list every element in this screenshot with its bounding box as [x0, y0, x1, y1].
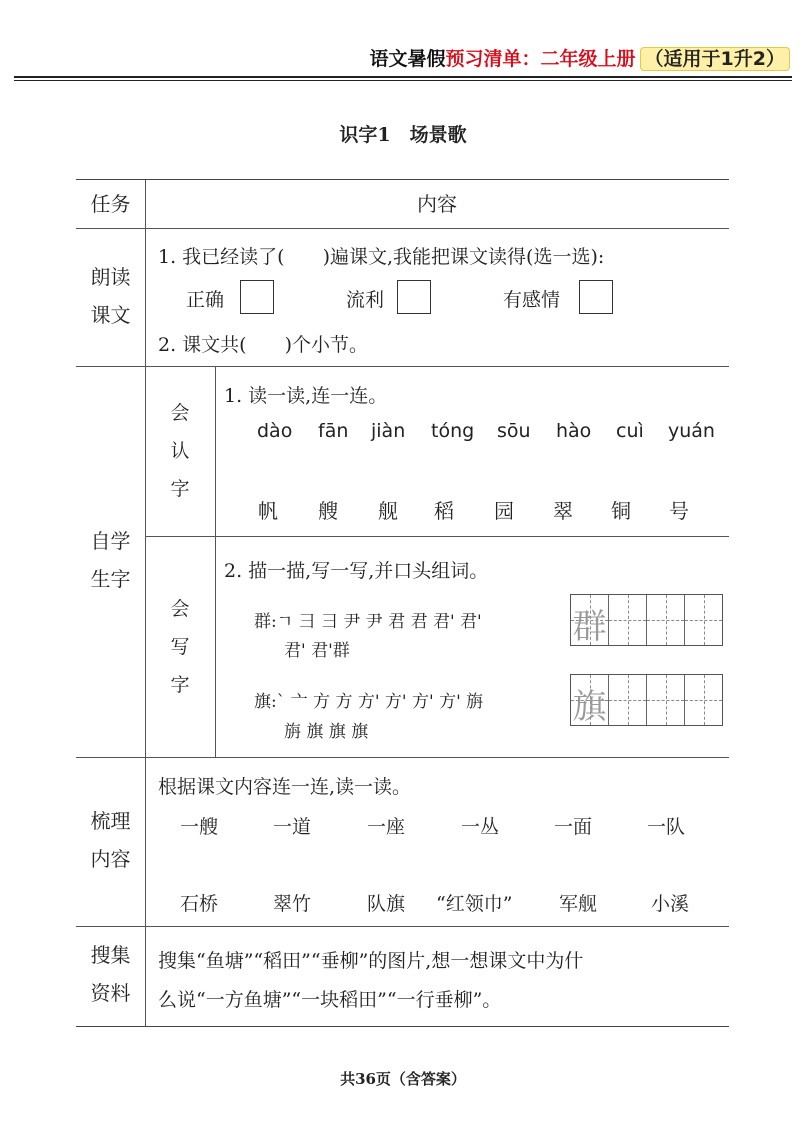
option-checkbox-fluent[interactable]	[397, 280, 431, 314]
subcol-divider	[215, 366, 216, 757]
row-divider	[76, 757, 729, 758]
sub-label-recognize: 会 认 字	[170, 402, 190, 500]
character-item: 铜	[611, 499, 631, 523]
row-divider	[76, 366, 729, 367]
grid-cell[interactable]	[608, 595, 646, 645]
row-divider	[76, 926, 729, 927]
grid-cell[interactable]	[684, 675, 722, 725]
row-divider	[76, 228, 729, 229]
measure-word: 一座	[367, 816, 406, 838]
writing-grid[interactable]	[570, 594, 723, 646]
measure-word: 一面	[554, 816, 593, 838]
measure-word: 一队	[647, 816, 686, 838]
row-label-reading: 朗读 课文	[90, 265, 131, 327]
write-instruction: 2. 描一描,写一写,并口头组词。	[224, 560, 489, 582]
sub-label-write: 会 写 字	[170, 598, 190, 696]
reading-question-1: 1. 我已经读了( )遍课文,我能把课文读得(选一选):	[158, 246, 605, 268]
col-header-content: 内容	[417, 192, 457, 216]
option-label: 流利	[346, 289, 385, 311]
option-checkbox-emotion[interactable]	[579, 280, 613, 314]
collect-line-2: 么说“一方鱼塘”“一块稻田”“一行垂柳”。	[158, 989, 502, 1011]
pinyin-item: jiàn	[371, 420, 406, 442]
subrow-divider	[145, 536, 729, 537]
pinyin-item: fān	[318, 420, 349, 442]
stroke-order-line: 旗:` 亠 方 方 方' 方' 方' 方' 旃	[254, 692, 484, 712]
pinyin-item: tóng	[431, 420, 475, 442]
grid-cell-model	[571, 675, 608, 725]
grid-cell[interactable]	[646, 595, 684, 645]
page-footer: 共36页（含答案）	[340, 1070, 466, 1088]
grid-cell[interactable]	[684, 595, 722, 645]
measure-word: 一丛	[461, 816, 500, 838]
recognize-instruction: 1. 读一读,连一连。	[224, 385, 388, 407]
grid-cell-model	[571, 595, 608, 645]
row-label-selfstudy: 自学 生字	[90, 529, 131, 591]
pinyin-item: cuì	[616, 420, 644, 442]
noun-word: “红领巾”	[436, 893, 513, 915]
reading-question-2: 2. 课文共( )个小节。	[158, 334, 368, 356]
lesson-title: 识字1 场景歌	[339, 124, 467, 146]
col-header-task: 任务	[90, 192, 131, 216]
character-item: 翠	[553, 499, 573, 523]
noun-word: 石桥	[180, 893, 219, 915]
writing-grid[interactable]	[570, 674, 723, 726]
pinyin-item: dào	[257, 420, 293, 442]
header-badge: （适用于1升2）	[640, 47, 790, 71]
character-item: 稻	[434, 499, 454, 523]
character-item: 帆	[258, 499, 278, 523]
option-label: 正确	[186, 289, 225, 311]
header-rule-thin	[14, 80, 792, 81]
grid-cell[interactable]	[608, 675, 646, 725]
option-checkbox-correct[interactable]	[240, 280, 274, 314]
noun-word: 军舰	[559, 893, 598, 915]
noun-word: 队旗	[367, 893, 406, 915]
noun-word: 小溪	[651, 893, 690, 915]
organize-instruction: 根据课文内容连一连,读一读。	[158, 776, 412, 798]
model-character: 群	[572, 607, 607, 647]
character-item: 舰	[378, 499, 398, 523]
row-label-collect: 搜集 资料	[90, 943, 131, 1005]
measure-word: 一艘	[180, 816, 219, 838]
pinyin-item: sōu	[497, 420, 531, 442]
header-title-part1: 语文暑假	[369, 48, 446, 70]
stroke-order-line: 群:ㄱ ⺕ ⺕ 尹 尹 君 君 君' 君'	[254, 612, 482, 632]
row-label-organize: 梳理 内容	[90, 809, 131, 871]
stroke-order-line: 君' 君'群	[284, 641, 350, 661]
noun-word: 翠竹	[273, 893, 312, 915]
header-rule	[14, 76, 792, 78]
option-label: 有感情	[503, 289, 561, 311]
pinyin-item: yuán	[668, 420, 715, 442]
character-item: 号	[669, 499, 689, 523]
model-character: 旗	[572, 687, 607, 727]
measure-word: 一道	[273, 816, 312, 838]
stroke-order-line: 旃 旗 旗 旗	[284, 722, 369, 742]
page-header	[370, 44, 790, 71]
character-item: 艘	[318, 499, 338, 523]
character-item: 园	[494, 499, 514, 523]
collect-line-1: 搜集“鱼塘”“稻田”“垂柳”的图片,想一想课文中为什	[158, 950, 584, 972]
pinyin-item: hào	[556, 420, 592, 442]
grid-cell[interactable]	[646, 675, 684, 725]
header-title-part2: 预习清单：二年级上册	[445, 48, 636, 70]
